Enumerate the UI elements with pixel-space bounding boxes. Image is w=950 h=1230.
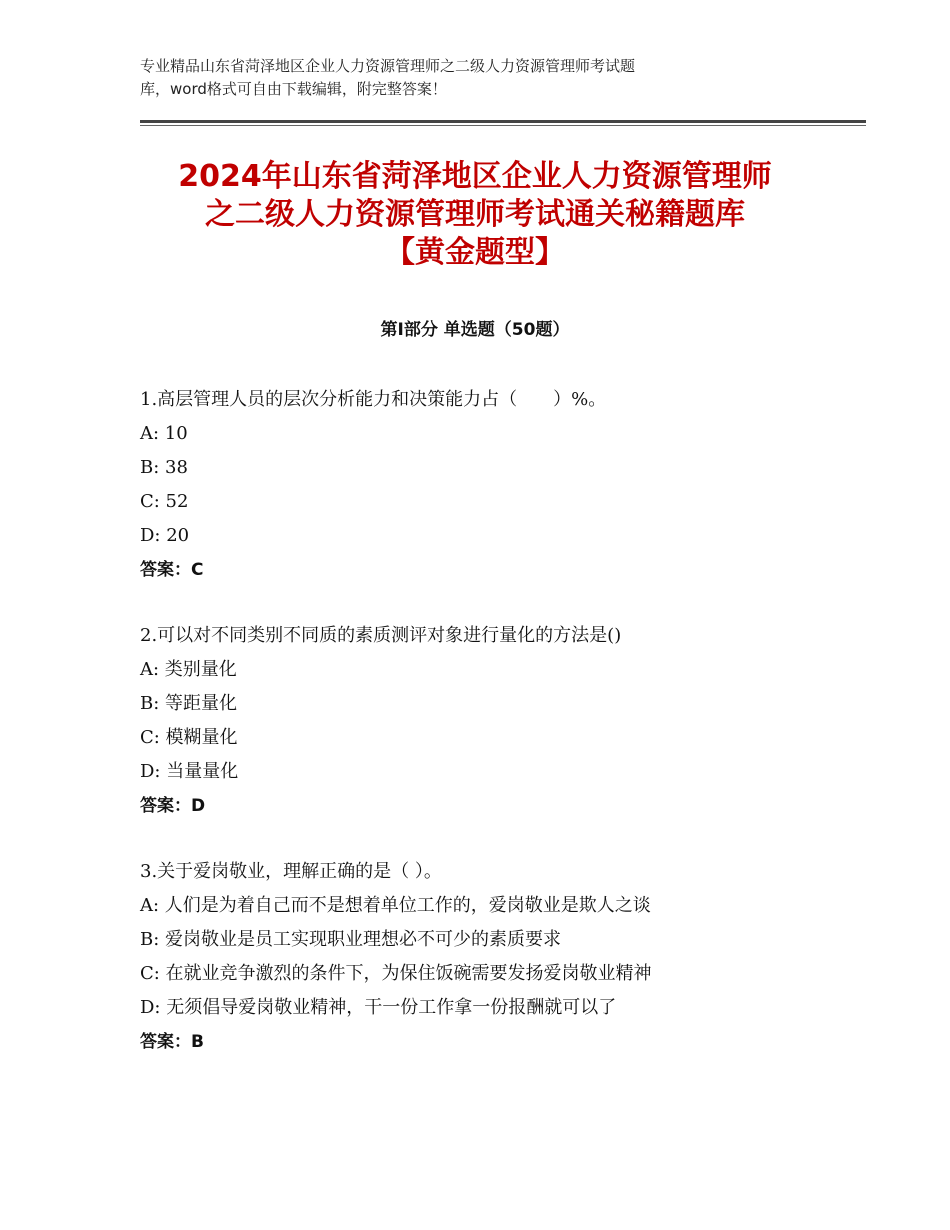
question-stem: 1.高层管理人员的层次分析能力和决策能力占（ ）%。	[140, 389, 607, 410]
title-line-3: 【黄金题型】	[385, 235, 565, 270]
option-a: A: 人们是为着自己而不是想着单位工作的，爱岗敬业是欺人之谈	[140, 895, 651, 916]
title-line-2: 之二级人力资源管理师考试通关秘籍题库	[205, 197, 745, 232]
question-list	[140, 383, 860, 1059]
question-1	[140, 383, 860, 587]
option-a: A: 10	[140, 423, 188, 444]
option-c: C: 52	[140, 491, 189, 512]
option-c: C: 模糊量化	[140, 727, 238, 748]
question-3	[140, 855, 860, 1059]
option-c: C: 在就业竞争激烈的条件下，为保住饭碗需要发扬爱岗敬业精神	[140, 963, 652, 984]
title-line-1: 2024年山东省菏泽地区企业人力资源管理师	[178, 159, 772, 194]
header-note	[140, 55, 780, 101]
header-divider-thick	[140, 120, 866, 123]
option-a: A: 类别量化	[140, 659, 237, 680]
question-stem: 2.可以对不同类别不同质的素质测评对象进行量化的方法是()	[140, 625, 622, 646]
option-b: B: 38	[140, 457, 188, 478]
header-note-line-2: 库，word格式可自由下载编辑，附完整答案！	[140, 80, 447, 98]
option-b: B: 爱岗敬业是员工实现职业理想必不可少的素质要求	[140, 929, 562, 950]
document-title	[100, 158, 850, 272]
option-d: D: 当量量化	[140, 761, 239, 782]
answer: 答案：B	[140, 1032, 204, 1052]
answer: 答案：C	[140, 560, 204, 580]
header-note-line-1: 专业精品山东省菏泽地区企业人力资源管理师之二级人力资源管理师考试题	[140, 57, 636, 75]
question-2	[140, 619, 860, 823]
option-d: D: 20	[140, 525, 190, 546]
option-d: D: 无须倡导爱岗敬业精神，干一份工作拿一份报酬就可以了	[140, 997, 617, 1018]
question-stem: 3.关于爱岗敬业，理解正确的是（ ）。	[140, 861, 442, 882]
option-b: B: 等距量化	[140, 693, 238, 714]
answer: 答案：D	[140, 796, 206, 816]
section-title: 第Ⅰ部分 单选题（50题）	[380, 320, 570, 340]
header-divider-thin	[140, 125, 866, 126]
